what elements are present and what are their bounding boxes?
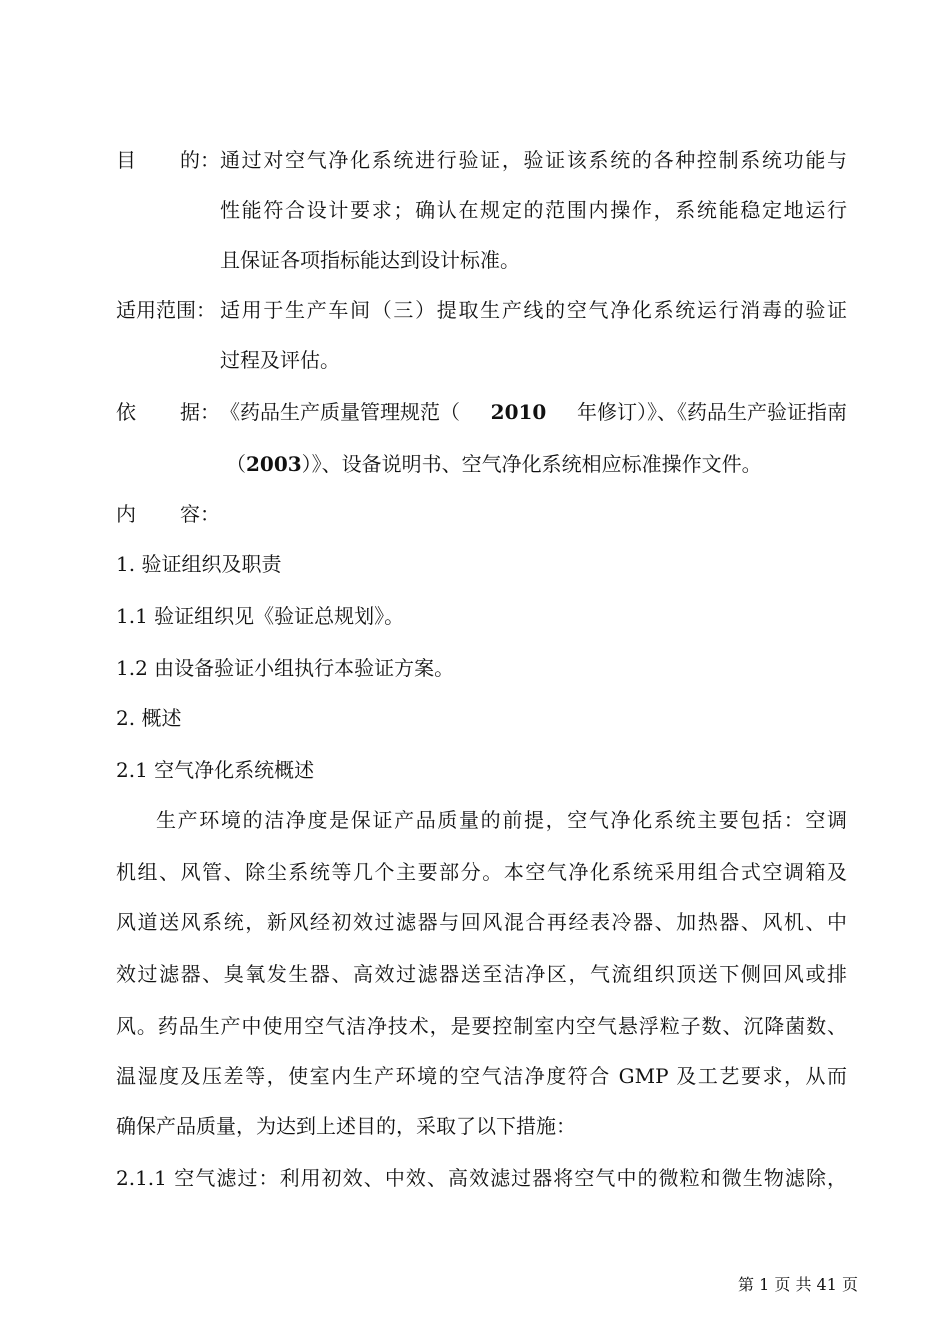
outline-item-1-1: 1.1 验证组织见《验证总规划》。	[116, 604, 405, 628]
basis-line-2-year: 2003	[246, 452, 302, 476]
body-line-3: 风道送风系统，新风经初效过滤器与回风混合再经表冷器、加热器、风机、中	[116, 910, 847, 934]
scope-line-1: 适用于生产车间（三）提取生产线的空气净化系统运行消毒的验证	[220, 298, 847, 322]
basis-label-char-2: 据：	[180, 400, 220, 424]
outline-item-1-2: 1.2 由设备验证小组执行本验证方案。	[116, 656, 455, 680]
outline-item-1: 1. 验证组织及职责	[116, 552, 282, 576]
basis-line-1	[220, 398, 847, 426]
page-footer: 第 1 页 共 41 页	[738, 1275, 858, 1294]
scope-label: 适用范围：	[116, 298, 216, 322]
basis-line-1-year: 2010	[490, 400, 547, 424]
scope-line-2: 过程及评估。	[220, 348, 340, 372]
body-line-7: 确保产品质量，为达到上述目的，采取了以下措施：	[116, 1114, 576, 1138]
basis-label-char-1: 依	[116, 400, 136, 424]
outline-item-2: 2. 概述	[116, 706, 182, 730]
body-line-5: 风。药品生产中使用空气洁净技术，是要控制室内空气悬浮粒子数、沉降菌数、	[116, 1014, 847, 1038]
basis-line-1-part-b: 年修订）》、《药品生产验证指南	[576, 400, 847, 424]
purpose-line-1: 通过对空气净化系统进行验证，验证该系统的各种控制系统功能与	[220, 148, 847, 172]
purpose-line-2: 性能符合设计要求；确认在规定的范围内操作，系统能稳定地运行	[220, 198, 847, 222]
body-line-1: 生产环境的洁净度是保证产品质量的前提，空气净化系统主要包括：空调	[156, 808, 847, 832]
body-line-6: 温湿度及压差等，使室内生产环境的空气洁净度符合 GMP 及工艺要求，从而	[116, 1064, 847, 1088]
content-label-char-1: 内	[116, 502, 136, 526]
purpose-line-3: 且保证各项指标能达到设计标准。	[220, 248, 520, 272]
section-2-1-1-line: 2.1.1 空气滤过：利用初效、中效、高效滤过器将空气中的微粒和微生物滤除，	[116, 1166, 847, 1190]
body-line-2: 机组、风管、除尘系统等几个主要部分。本空气净化系统采用组合式空调箱及	[116, 860, 847, 884]
basis-line-1-part-a: 《药品生产质量管理规范（	[220, 400, 460, 424]
basis-line-2-part-a: （	[226, 452, 246, 476]
basis-line-2-part-b: ）》、设备说明书、空气净化系统相应标准操作文件。	[301, 452, 762, 476]
purpose-label-char-2: 的：	[180, 148, 220, 172]
outline-item-2-1: 2.1 空气净化系统概述	[116, 758, 315, 782]
content-label-char-2: 容：	[180, 502, 220, 526]
basis-line-2	[226, 450, 762, 478]
body-line-4: 效过滤器、臭氧发生器、高效过滤器送至洁净区，气流组织顶送下侧回风或排	[116, 962, 847, 986]
purpose-label-char-1: 目	[116, 148, 136, 172]
